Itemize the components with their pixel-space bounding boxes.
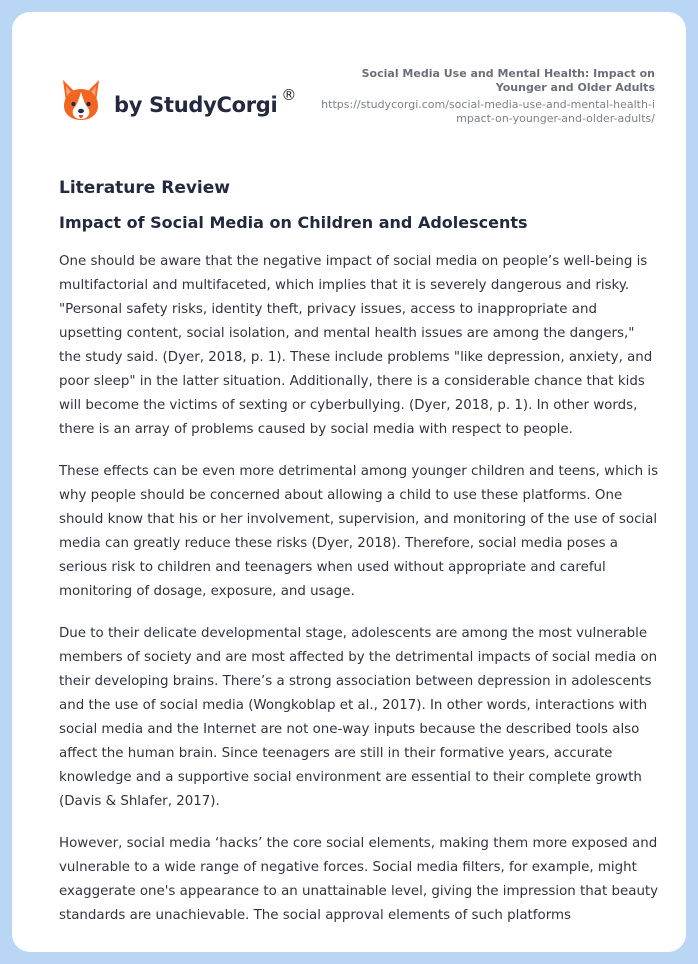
paragraph-4: However, social media ‘hacks’ the core social elements, making them more exposed and vulnerable to a wide range of negative forces. Social media filters, for example, might exaggerate one's appearance to an unattainable level, giving the impression that beauty standards are unachievable. The social approval elements of such platforms xyxy=(59,836,659,923)
section-title: Literature Review xyxy=(59,178,230,198)
brand-logo[interactable] xyxy=(60,76,310,126)
registered-mark: ® xyxy=(281,86,297,104)
paragraph-2: These effects can be even more detrimental among younger children and teens, which is why people should be concerned about allowing a child to use these platforms. One should know that his or her involvement, supervision, and monitoring of the use of social media can greatly reduce these risks (Dyer, 2018). Therefore, social media poses a serious risk to children and teenagers when used without appropriate and careful monitoring of dosage, exposure, and usage. xyxy=(59,464,659,599)
paragraph-3: Due to their delicate developmental stage, adolescents are among the most vulnerable members of society and are most affected by the detrimental impacts of social media on their developing brains. There’s a strong association between depression in adolescents and the use of social media (Wongkoblap et al., 2017). In other words, interactions with social media and the Internet are not one-way inputs because the described tools also affect the human brain. Since teenagers are still in their formative years, accurate knowledge and a supportive social environment are essential to their complete growth (Davis & Shlafer, 2017). xyxy=(59,626,658,809)
subsection-title: Impact of Social Media on Children and Adolescents xyxy=(59,213,528,232)
document-page xyxy=(12,12,686,952)
page-header xyxy=(12,12,686,152)
paragraph-1: One should be aware that the negative impact of social media on people’s well-being is multifactorial and multifaceted, which implies that it is severely dangerous and risky. "Personal safety risks, identity theft, privacy issues, access to inappropriate and upsetting content, social isolation, and mental health issues are among the dangers," the study said. (Dyer, 2018, p. 1). These include problems "like depression, anxiety, and poor sleep" in the latter situation. Additionally, there is a considerable chance that kids will become the victims of sexting or cyberbullying. (Dyer, 2018, p. 1). In other words, there is an array of problems caused by social media with respect to people. xyxy=(59,254,653,437)
brand-name: by StudyCorgi xyxy=(114,93,278,117)
corgi-logo-icon xyxy=(60,78,102,124)
document-url-link[interactable]: https://studycorgi.com/social-media-use-and-mental-health-impact-on-younger-and-older-adults/ xyxy=(321,98,655,125)
document-body xyxy=(59,174,659,928)
document-meta xyxy=(315,67,655,126)
document-title: Social Media Use and Mental Health: Impact on Younger and Older Adults xyxy=(361,67,655,94)
